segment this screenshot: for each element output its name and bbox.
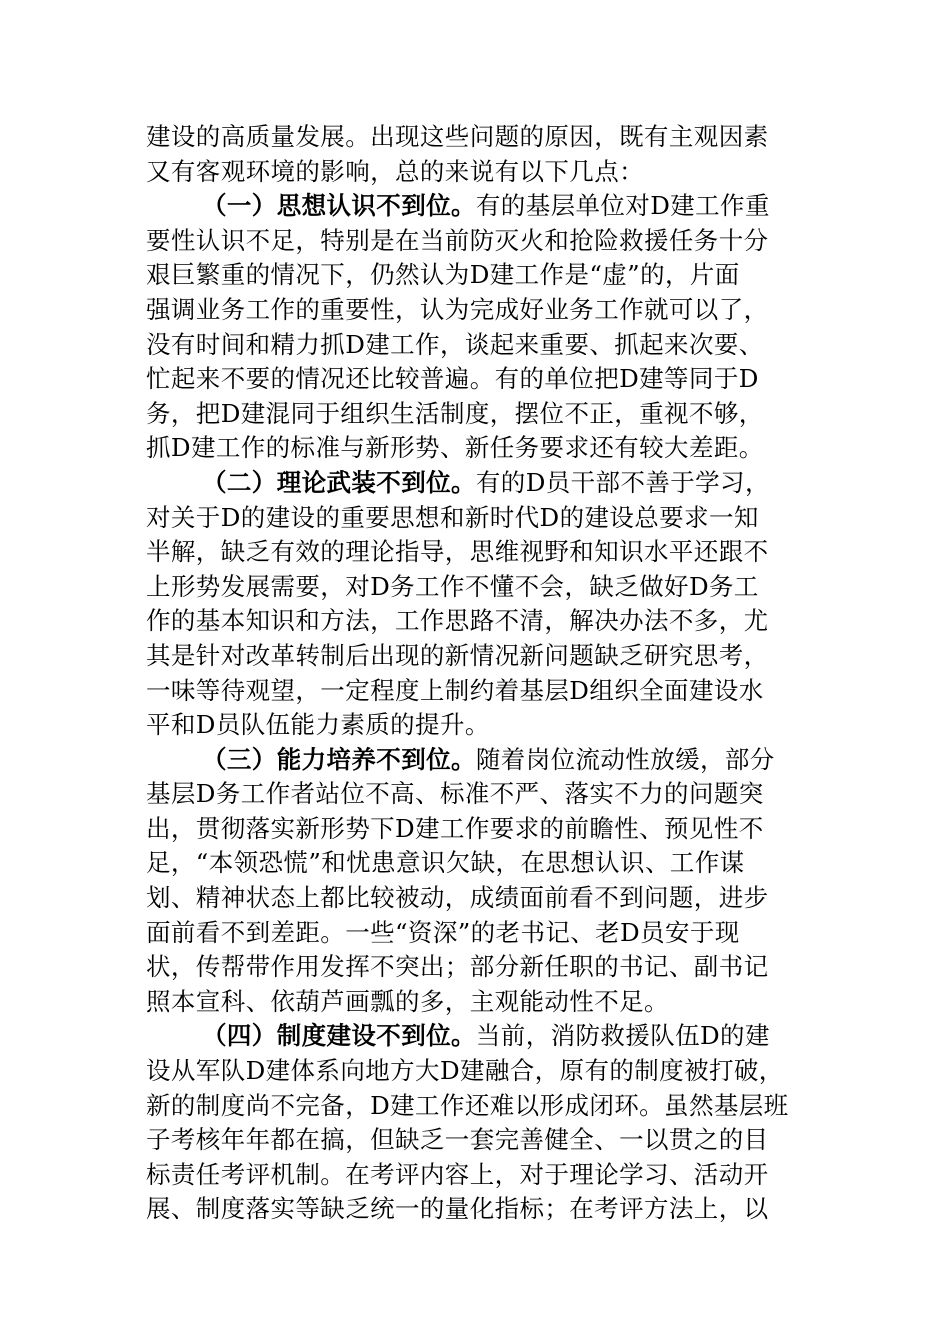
text-line	[146, 328, 808, 363]
text-line	[146, 155, 808, 190]
text-line	[146, 189, 808, 224]
text-line	[146, 812, 808, 847]
text-line	[146, 293, 808, 328]
line-text: 要性认识不足，特别是在当前防灭火和抢险救援任务十分	[146, 225, 769, 255]
text-line	[146, 1089, 808, 1124]
line-text: 务，把D建混同于组织生活制度，摆位不正，重视不够，	[146, 398, 764, 428]
text-line	[146, 1054, 808, 1089]
line-text: 有的基层单位对D建工作重	[475, 191, 770, 221]
section-heading: （一）思想认识不到位。	[202, 191, 476, 221]
line-text: 忙起来不要的情况还比较普遍。有的单位把D建等同于D	[146, 364, 759, 394]
text-line	[146, 258, 808, 293]
line-text: 艰巨繁重的情况下，仍然认为D建工作是“虚”的，片面	[146, 260, 740, 290]
text-line	[146, 431, 808, 466]
text-line	[146, 708, 808, 743]
text-line	[146, 466, 808, 501]
line-text: 其是针对改革转制后出现的新情况新问题缺乏研究思考，	[146, 640, 769, 670]
text-line	[146, 120, 808, 155]
line-text: 新的制度尚不完备，D建工作还难以形成闭环。虽然基层班	[146, 1090, 789, 1120]
line-text: 足，“本领恐慌”和忧患意识欠缺，在思想认识、工作谋	[146, 848, 745, 878]
line-text: 一味等待观望，一定程度上制约着基层D组织全面建设水	[146, 675, 764, 705]
paragraph	[146, 466, 808, 743]
text-line	[146, 743, 808, 778]
paragraph	[146, 743, 808, 1020]
line-text: 照本宣科、依葫芦画瓢的多，主观能动性不足。	[146, 986, 669, 1016]
text-line	[146, 985, 808, 1020]
text-line	[146, 501, 808, 536]
line-text: 设从军队D建体系向地方大D建融合，原有的制度被打破，	[146, 1056, 784, 1086]
line-text: 上形势发展需要，对D务工作不懂不会，缺乏做好D务工	[146, 571, 759, 601]
text-line	[146, 604, 808, 639]
line-text: 有的D员干部不善于学习，	[475, 467, 770, 497]
text-line	[146, 570, 808, 605]
text-line	[146, 397, 808, 432]
text-line	[146, 950, 808, 985]
text-line	[146, 777, 808, 812]
text-line	[146, 1019, 808, 1054]
line-text: 状，传帮带作用发挥不突出；部分新任职的书记、副书记	[146, 952, 769, 982]
text-line	[146, 674, 808, 709]
text-line	[146, 1158, 808, 1193]
paragraph	[146, 1019, 808, 1227]
section-heading: （三）能力培养不到位。	[202, 744, 476, 774]
line-text: 基层D务工作者站位不高、标准不严、落实不力的问题突	[146, 779, 764, 809]
line-text: 作的基本知识和方法，工作思路不清，解决办法不多，尤	[146, 606, 769, 636]
text-line	[146, 224, 808, 259]
line-text: 展、制度落实等缺乏统一的量化指标；在考评方法上，以	[146, 1194, 769, 1224]
paragraph	[146, 120, 808, 189]
line-text: 出，贯彻落实新形势下D建工作要求的前瞻性、预见性不	[146, 813, 764, 843]
line-text: 随着岗位流动性放缓，部分	[475, 744, 775, 774]
line-text: 子考核年年都在搞，但缺乏一套完善健全、一以贯之的目	[146, 1125, 769, 1155]
section-heading: （二）理论武装不到位。	[202, 467, 476, 497]
text-line	[146, 639, 808, 674]
text-line	[146, 1192, 808, 1227]
line-text: 抓D建工作的标准与新形势、新任务要求还有较大差距。	[146, 433, 764, 463]
line-text: 划、精神状态上都比较被动，成绩面前看不到问题，进步	[146, 883, 769, 913]
text-line	[146, 846, 808, 881]
document-body	[146, 120, 808, 1227]
paragraph	[146, 189, 808, 466]
text-line	[146, 881, 808, 916]
text-line	[146, 362, 808, 397]
text-line	[146, 916, 808, 951]
line-text: 没有时间和精力抓D建工作，谈起来重要、抓起来次要、	[146, 329, 764, 359]
section-heading: （四）制度建设不到位。	[202, 1021, 476, 1051]
line-text: 标责任考评机制。在考评内容上，对于理论学习、活动开	[146, 1159, 769, 1189]
line-text: 面前看不到差距。一些“资深”的老书记、老D员安于现	[146, 917, 740, 947]
text-line	[146, 1123, 808, 1158]
line-text: 半解，缺乏有效的理论指导，思维视野和知识水平还跟不	[146, 537, 769, 567]
line-text: 又有客观环境的影响，总的来说有以下几点：	[146, 156, 644, 186]
line-text: 平和D员队伍能力素质的提升。	[146, 710, 490, 740]
line-text: 当前，消防救援队伍D的建	[475, 1021, 770, 1051]
line-text: 建设的高质量发展。出现这些问题的原因，既有主观因素	[146, 122, 769, 151]
line-text: 强调业务工作的重要性，认为完成好业务工作就可以了，	[146, 294, 769, 324]
text-line	[146, 535, 808, 570]
line-text: 对关于D的建设的重要思想和新时代D的建设总要求一知	[146, 502, 759, 532]
